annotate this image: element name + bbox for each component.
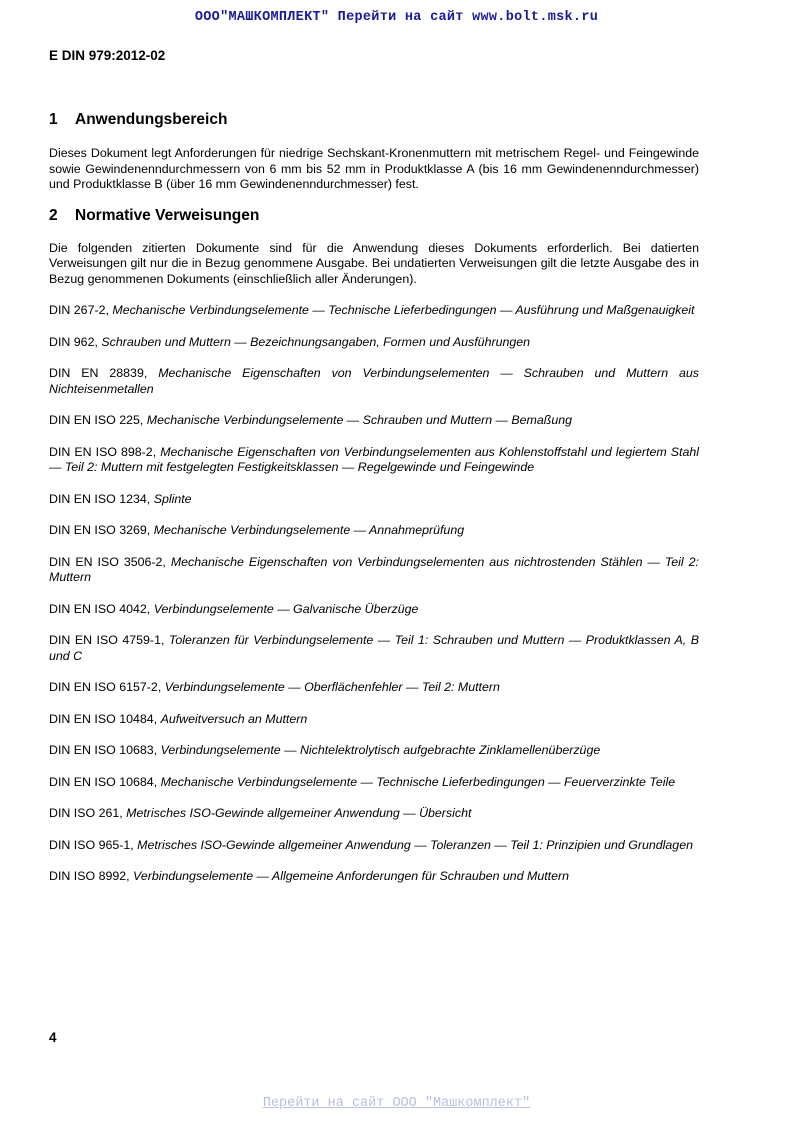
reference-item: DIN ISO 965-1, Metrisches ISO-Gewinde allgemeiner Anwendung — Toleranzen — Teil 1: Prinzipien und Grundlagen [49,837,693,852]
reference-code: DIN ISO 8992 [49,869,127,883]
top-banner-link[interactable]: ООО"МАШКОМПЛЕКТ" Перейти на сайт www.bolt.msk.ru [194,10,599,25]
reference-title: Verbindungselemente — Galvanische Überzüge [153,601,419,616]
reference-code: DIN EN ISO 3269 [49,523,147,537]
section-2-intro: Die folgenden zitierten Dokumente sind für die Anwendung dieses Dokuments erforderlich. Bei datierten Verweisungen gilt nur die in Bezug genommene Ausgabe. Bei undatierten Verweisungen gilt die letzte Ausgabe des in Bezug genommenen Dokuments (einschließlich aller Änderungen). [49,240,699,286]
reference-item: DIN EN ISO 225, Mechanische Verbindungselemente — Schrauben und Muttern — Bemaßung [49,413,572,427]
reference-title: Mechanische Verbindungselemente — Technische Lieferbedingungen — Feuerverzinkte Teile [160,774,676,789]
page-content [49,110,699,901]
reference-item: DIN ISO 261, Metrisches ISO-Gewinde allgemeiner Anwendung — Übersicht [49,806,472,820]
section-2-title: Normative Verweisungen [75,206,260,224]
reference-title: Splinte [153,491,192,506]
reference-code: DIN EN 28839 [49,366,144,380]
reference-item: DIN EN ISO 898-2, Mechanische Eigenschaften von Verbindungselementen aus Kohlenstoffstahl und legiertem Stahl — Teil 2: Muttern mit festgelegten Festigkeitsklassen — Regelgewinde und Feingewinde [49,444,699,474]
reference-item: DIN EN ISO 1234, Splinte [49,491,192,506]
reference-code: DIN EN ISO 225 [49,413,140,427]
reference-code: DIN 962 [49,334,95,349]
page-number: 4 [49,1030,57,1045]
reference-item: DIN 267-2, Mechanische Verbindungselemente — Technische Lieferbedingungen — Ausführung und Maßgenauigkeit [49,303,695,317]
reference-title: Mechanische Verbindungselemente — Technische Lieferbedingungen — Ausführung und Maßgenauigkeit [112,303,695,317]
bottom-site-link[interactable]: Перейти на сайт ООО "Машкомплект" [262,1096,531,1111]
section-1-body: Dieses Dokument legt Anforderungen für niedrige Sechskant-Kronenmuttern mit metrischem Regel- und Feingewinde sowie Gewindenenndurchmessern von 6 mm bis 52 mm in Produktklasse A (bis 16 mm Gewindenenndurchmesser) und Produktklasse B (über 16 mm Gewindenenndurchmesser) fest. [49,146,699,191]
reference-code: DIN 267-2 [49,303,106,317]
reference-item: DIN EN ISO 3269, Mechanische Verbindungselemente — Annahmeprüfung [49,523,465,537]
section-2-heading [49,206,699,226]
reference-item: DIN EN ISO 4042, Verbindungselemente — Galvanische Überzüge [49,601,419,616]
reference-item: DIN EN 28839, Mechanische Eigenschaften von Verbindungselementen — Schrauben und Muttern aus Nichteisenmetallen [49,366,699,396]
reference-item: DIN EN ISO 10683, Verbindungselemente — Nichtelektrolytisch aufgebrachte Zinklamellenüberzüge [49,743,601,757]
reference-code: DIN EN ISO 4042 [49,601,147,616]
reference-code: DIN ISO 965-1 [49,837,131,852]
section-1-heading [49,110,699,130]
reference-code: DIN EN ISO 1234 [49,491,147,506]
reference-title: Metrisches ISO-Gewinde allgemeiner Anwendung — Übersicht [126,806,472,820]
reference-code: DIN EN ISO 4759-1 [49,633,161,647]
reference-item: DIN EN ISO 10684, Mechanische Verbindungselemente — Technische Lieferbedingungen — Feuerverzinkte Teile [49,774,676,789]
reference-item: DIN EN ISO 10484, Aufweitversuch an Muttern [49,711,308,726]
reference-code: DIN EN ISO 6157-2 [49,680,158,694]
reference-title: Metrisches ISO-Gewinde allgemeiner Anwendung — Toleranzen — Teil 1: Prinzipien und Grundlagen [137,837,693,852]
reference-title: Aufweitversuch an Muttern [160,711,308,726]
reference-code: DIN EN ISO 898-2 [49,444,153,459]
reference-title: Mechanische Eigenschaften von Verbindungselementen aus Kohlenstoffstahl und legiertem Stahl — Teil 2: Muttern mit festgelegten Festigkeitsklassen — Regelgewinde und Feingewinde [49,444,699,474]
reference-title: Schrauben und Muttern — Bezeichnungsangaben, Formen und Ausführungen [101,334,531,349]
reference-title: Verbindungselemente — Allgemeine Anforderungen für Schrauben und Muttern [133,869,570,883]
reference-item: DIN 962, Schrauben und Muttern — Bezeichnungsangaben, Formen und Ausführungen [49,334,531,349]
section-1-title: Anwendungsbereich [75,111,228,128]
reference-title: Verbindungselemente — Oberflächenfehler — Teil 2: Muttern [164,680,500,694]
reference-item: DIN EN ISO 6157-2, Verbindungselemente — Oberflächenfehler — Teil 2: Muttern [49,680,500,694]
reference-code: DIN ISO 261 [49,806,120,820]
reference-item: DIN EN ISO 4759-1, Toleranzen für Verbindungselemente — Teil 1: Schrauben und Muttern — Produktklassen A, B und C [49,633,699,663]
reference-title: Toleranzen für Verbindungselemente — Teil 1: Schrauben und Muttern — Produktklassen A, B und C [49,633,699,663]
document-id: E DIN 979:2012-02 [49,48,166,63]
reference-code: DIN EN ISO 10484 [49,711,154,726]
reference-title: Mechanische Verbindungselemente — Schrauben und Muttern — Bemaßung [146,413,572,427]
reference-item: DIN ISO 8992, Verbindungselemente — Allgemeine Anforderungen für Schrauben und Muttern [49,869,570,883]
reference-title: Mechanische Eigenschaften von Verbindungselementen aus nichtrostenden Stählen — Teil 2: Muttern [49,554,699,584]
reference-code: DIN EN ISO 10683 [49,743,154,757]
reference-code: DIN EN ISO 3506-2 [49,554,163,569]
section-1-number: 1 [49,111,58,128]
reference-title: Mechanische Verbindungselemente — Annahmeprüfung [153,523,465,537]
reference-list [49,303,699,885]
reference-title: Verbindungselemente — Nichtelektrolytisch aufgebrachte Zinklamellenüberzüge [160,743,601,757]
reference-title: Mechanische Eigenschaften von Verbindungselementen — Schrauben und Muttern aus Nichteisenmetallen [49,366,699,396]
section-2-number: 2 [49,206,58,224]
reference-item: DIN EN ISO 3506-2, Mechanische Eigenschaften von Verbindungselementen aus nichtrostenden Stählen — Teil 2: Muttern [49,554,699,584]
reference-code: DIN EN ISO 10684 [49,774,154,789]
